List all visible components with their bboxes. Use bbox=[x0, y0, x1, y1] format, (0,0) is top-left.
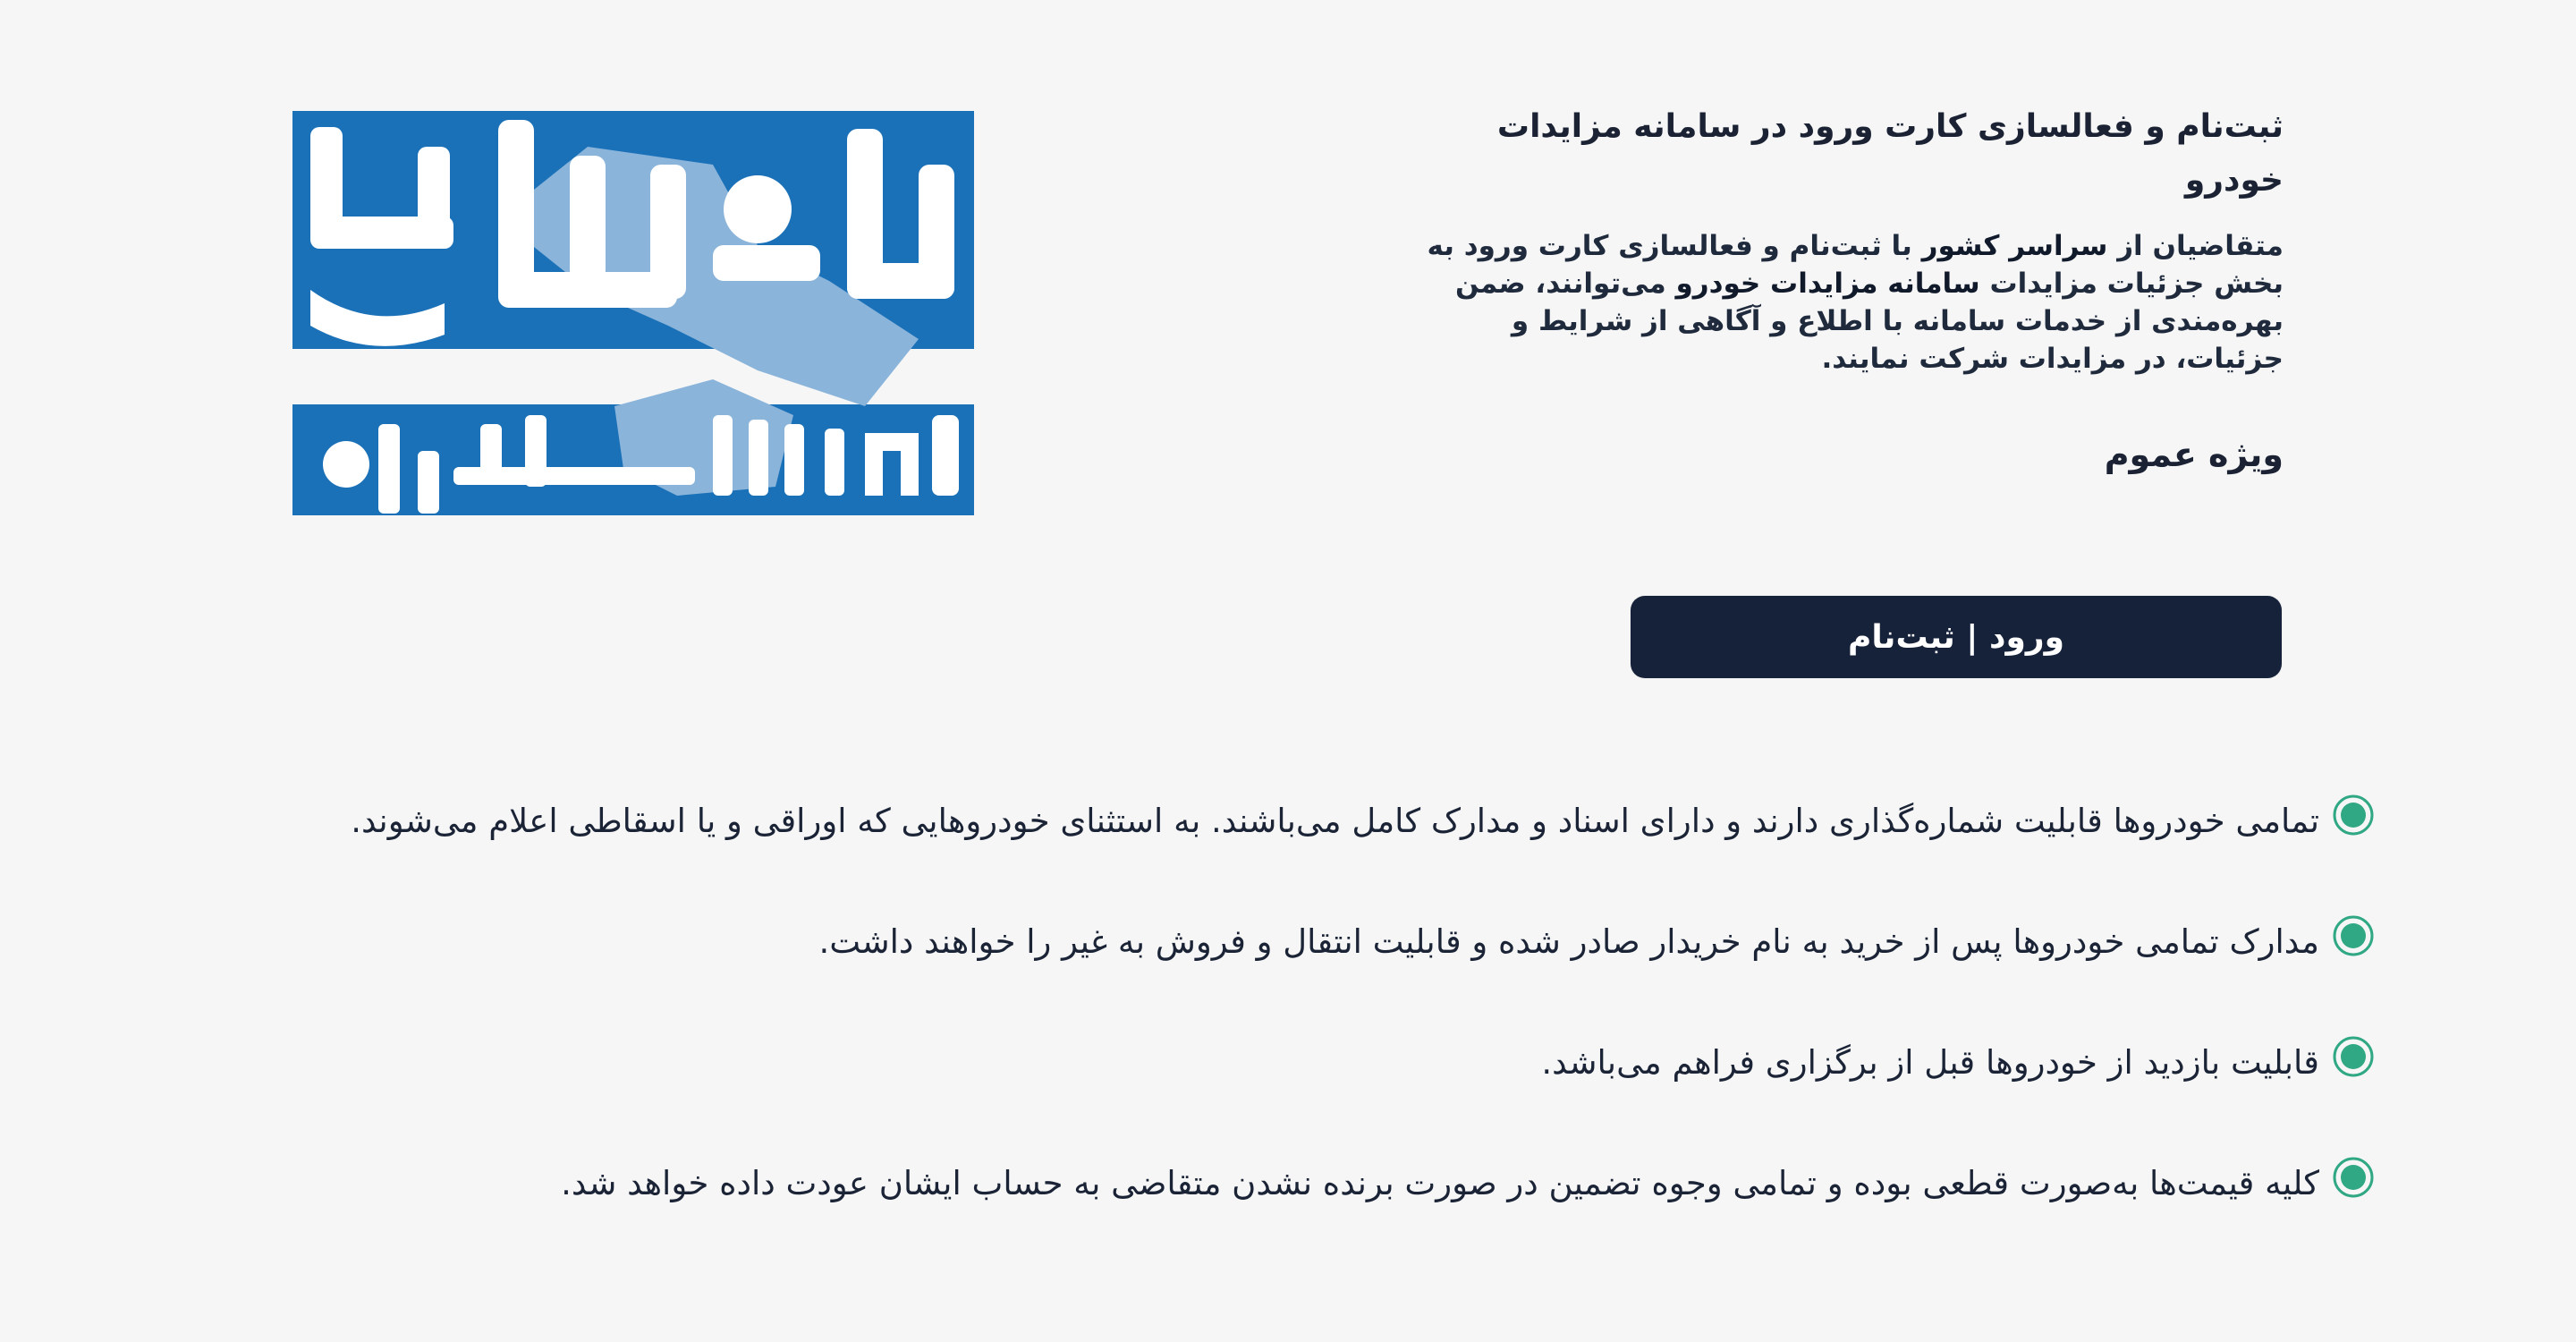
intro-desc-bold-country: سراسر کشور bbox=[1921, 230, 2108, 262]
check-circle-icon bbox=[2332, 914, 2375, 957]
login-register-button[interactable]: ورود | ثبت‌نام bbox=[1631, 596, 2282, 678]
intro-desc-part-2: با ثبت‌نام و فعالسازی کارت ورود به بخش جزئیات مزایدات bbox=[1427, 230, 2284, 300]
audience-label: ویژه عموم bbox=[2104, 435, 2284, 474]
feature-item bbox=[228, 1150, 2375, 1218]
feature-list bbox=[228, 787, 2375, 1270]
samaneh-mozayedat-khodro-logo bbox=[292, 111, 974, 515]
page-title: ثبت‌نام و فعالسازی کارت ورود در سامانه مزایدات خودرو bbox=[1496, 108, 2284, 199]
feature-text: قابلیت بازدید از خودروها قبل از برگزاری فراهم می‌باشد. bbox=[1541, 1043, 2319, 1082]
feature-item bbox=[228, 1029, 2375, 1097]
feature-text: کلیه قیمت‌ها به‌صورت قطعی بوده و تمامی وجوه تضمین در صورت برنده نشدن متقاضی به حساب ایشان عودت داده خواهد شد. bbox=[561, 1164, 2319, 1202]
feature-item bbox=[228, 908, 2375, 976]
feature-item bbox=[228, 787, 2375, 855]
intro-section bbox=[1389, 100, 2284, 480]
check-circle-icon bbox=[2332, 1035, 2375, 1078]
check-circle-icon bbox=[2332, 1156, 2375, 1199]
intro-desc-bold-system: سامانه مزایدات خودرو bbox=[1675, 268, 1980, 300]
check-circle-icon bbox=[2332, 794, 2375, 837]
feature-text: مدارک تمامی خودروها پس از خرید به نام خریدار صادر شده و قابلیت انتقال و فروش به غیر را خواهند داشت. bbox=[818, 922, 2319, 961]
intro-description bbox=[1425, 227, 2284, 378]
intro-desc-part-3: می‌توانند، ضمن بهره‌مندی از خدمات سامانه با اطلاع و آگاهی از شرایط و جزئیات، در مزایدات شرکت نمایند. bbox=[1454, 268, 2284, 375]
intro-desc-part-1: متقاضیان از bbox=[2107, 230, 2284, 262]
feature-text: تمامی خودروها قابلیت شماره‌گذاری دارند و دارای اسناد و مدارک کامل می‌باشند. به استثنای خودروهایی که اوراقی و یا اسقاطی اعلام می‌شوند. bbox=[351, 802, 2319, 840]
